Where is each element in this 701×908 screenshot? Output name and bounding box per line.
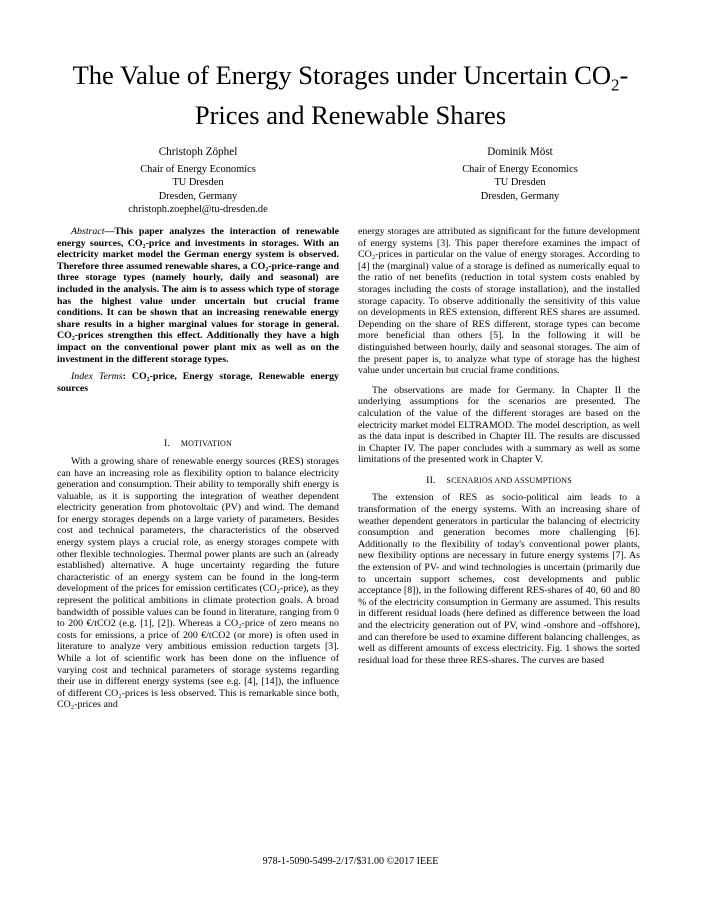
author-org: TU Dresden xyxy=(172,177,224,188)
title-dash: - xyxy=(619,60,629,90)
paper-title xyxy=(40,60,661,131)
body-paragraph: energy storages are attributed as significant for the future development of energy systems [3]. This paper therefore examines the impact of CO₂-prices in particular on the value of energy storages. According to [4] the (marginal) value of a storage is defined as numerically equal to the ratio of net benefits (reduction in total system costs enabled by storages including the costs of storage installation), and the installed storage capacity. To observe additionally the sensitivity of this value on developments in RES extension, different RES shares are assumed. Depending on the share of RES different, storage types can become more beneficial than others [5]. In the following it will be distinguished between hourly, daily and seasonal storages. The aim of the present paper is, to analyze what type of storage has the highest value under uncertain but crucial frame conditions. xyxy=(358,226,640,377)
author-dept: Chair of Energy Economics xyxy=(462,163,578,175)
section-number: II. xyxy=(426,474,436,486)
author-location: Dresden, Germany xyxy=(158,190,238,202)
title-line1: The Value of Energy Storages under Uncertain CO xyxy=(72,60,612,90)
section-heading-2 xyxy=(358,475,640,487)
body-paragraph: The observations are made for Germany. In Chapter II the underlying assumptions for the scenarios are presented. The calculation of the value of the different storages are based on the electricity market model ELTRAMOD. The model description, as well as the data input is described in Chapter III. The results are discussed in Chapter IV. The paper concludes with a summary as well as some limitations of the presented work in Chapter V. xyxy=(358,384,640,466)
section-heading-1 xyxy=(57,438,339,450)
left-column xyxy=(57,226,339,711)
index-terms xyxy=(57,371,339,394)
author-email: christoph.zoephel@tu-dresden.de xyxy=(128,204,268,215)
index-terms-text: : CO₂-price, Energy storage, Renewable energy sources xyxy=(57,371,339,394)
author-name: Dominik Möst xyxy=(487,146,553,158)
author-org: TU Dresden xyxy=(494,177,546,188)
title-subscript: 2 xyxy=(611,75,620,95)
abstract xyxy=(57,226,339,365)
author-dept: Chair of Energy Economics xyxy=(140,163,256,175)
author-location: Dresden, Germany xyxy=(480,190,560,202)
section-number: I. xyxy=(163,438,171,450)
abstract-lead: Abstract xyxy=(71,226,105,237)
abstract-text: —This paper analyzes the interaction of renewable energy sources, CO₂-price and investments in storages. With an electricity market model the German energy system is observed. Therefore three assumed renewable shares, a CO₂-price-range and three storage types (namely hourly, daily and seasonal) are included in the analysis. The aim is to assess which type of storage has the highest value under uncertain but crucial frame conditions. It can be shown that an increasing renewable energy share results in a higher marginal values for storage in general. CO₂-prices strengthen this effect. Additionally they have a high impact on the conventional power plant mix as well as on the investment in the different storage types. xyxy=(57,226,339,365)
copyright-footer: 978-1-5090-5499-2/17/$31.00 ©2017 IEEE xyxy=(262,856,439,867)
author-block-2 xyxy=(400,146,640,203)
body-paragraph: With a growing share of renewable energy sources (RES) storages can have an increasing role as flexibility option to balance electricity generation and consumption. Their ability to temporally shift energy is valuable, as it is supporting the integration of weather dependent electricity generation from photovoltaic (PV) and wind. The demand for energy storages depends on a large variety of parameters. Besides cost and technical parameters, the characteristics of the observed energy system plays a crucial role, as energy storages compete with other flexible technologies. Thermal power plants are such an (already established) alternative. A huge uncertainty regarding the future characteristic of an energy system can be found in the long-term development of the prices for emission certificates (CO₂-price), as they represent the political ambitions in climate protection goals. A broad bandwidth of possible values can be found in literature, ranging from 0 to 200 €/tCO2 (e.g. [1], [2]). Whereas a CO₂-price of zero means no costs for emissions, a price of 200 €/tCO2 (or more) is often used in literature to analyze very ambitious emission reduction targets [3]. While a lot of scientific work has been done on the influence of varying cost and technical parameters of storage systems regarding their use in different energy systems (see e.g. [4], [14]), the influence of different CO₂-prices is less observed. This is remarkable since both, CO₂-prices and xyxy=(57,455,339,711)
index-terms-lead: Index Terms xyxy=(71,371,123,383)
author-name: Christoph Zöphel xyxy=(158,146,238,158)
section-title: SCENARIOS AND ASSUMPTIONS xyxy=(446,475,572,485)
section-title: MOTIVATION xyxy=(180,439,233,449)
title-line2: Prices and Renewable Shares xyxy=(194,100,507,131)
author-block-1 xyxy=(78,146,318,217)
right-column xyxy=(358,226,640,666)
body-paragraph: The extension of RES as socio-political aim leads to a transformation of the energy systems. With an increasing share of weather dependent generators in particular the balancing of electricity consumption and generation becomes more challenging [6]. Additionally to the flexibility of today's conventional power plants, new flexibility options are necessary in future energy systems [7]. As the extension of PV- and wind technologies is uncertain (primarily due to uncertain support schemes, cost developments and public acceptance [8]), in the following different RES-shares of 40, 60 and 80 % of the electricity consumption in Germany are assumed. This results in different residual loads (here defined as difference between the load and the electricity generation out of PV, wind -onshore and -offshore), and can therefore be used to examine different balancing challenges, as well as different amounts of excess electricity. Fig. 1 shows the sorted residual load for these three RES-shares. The curves are based xyxy=(358,492,640,666)
